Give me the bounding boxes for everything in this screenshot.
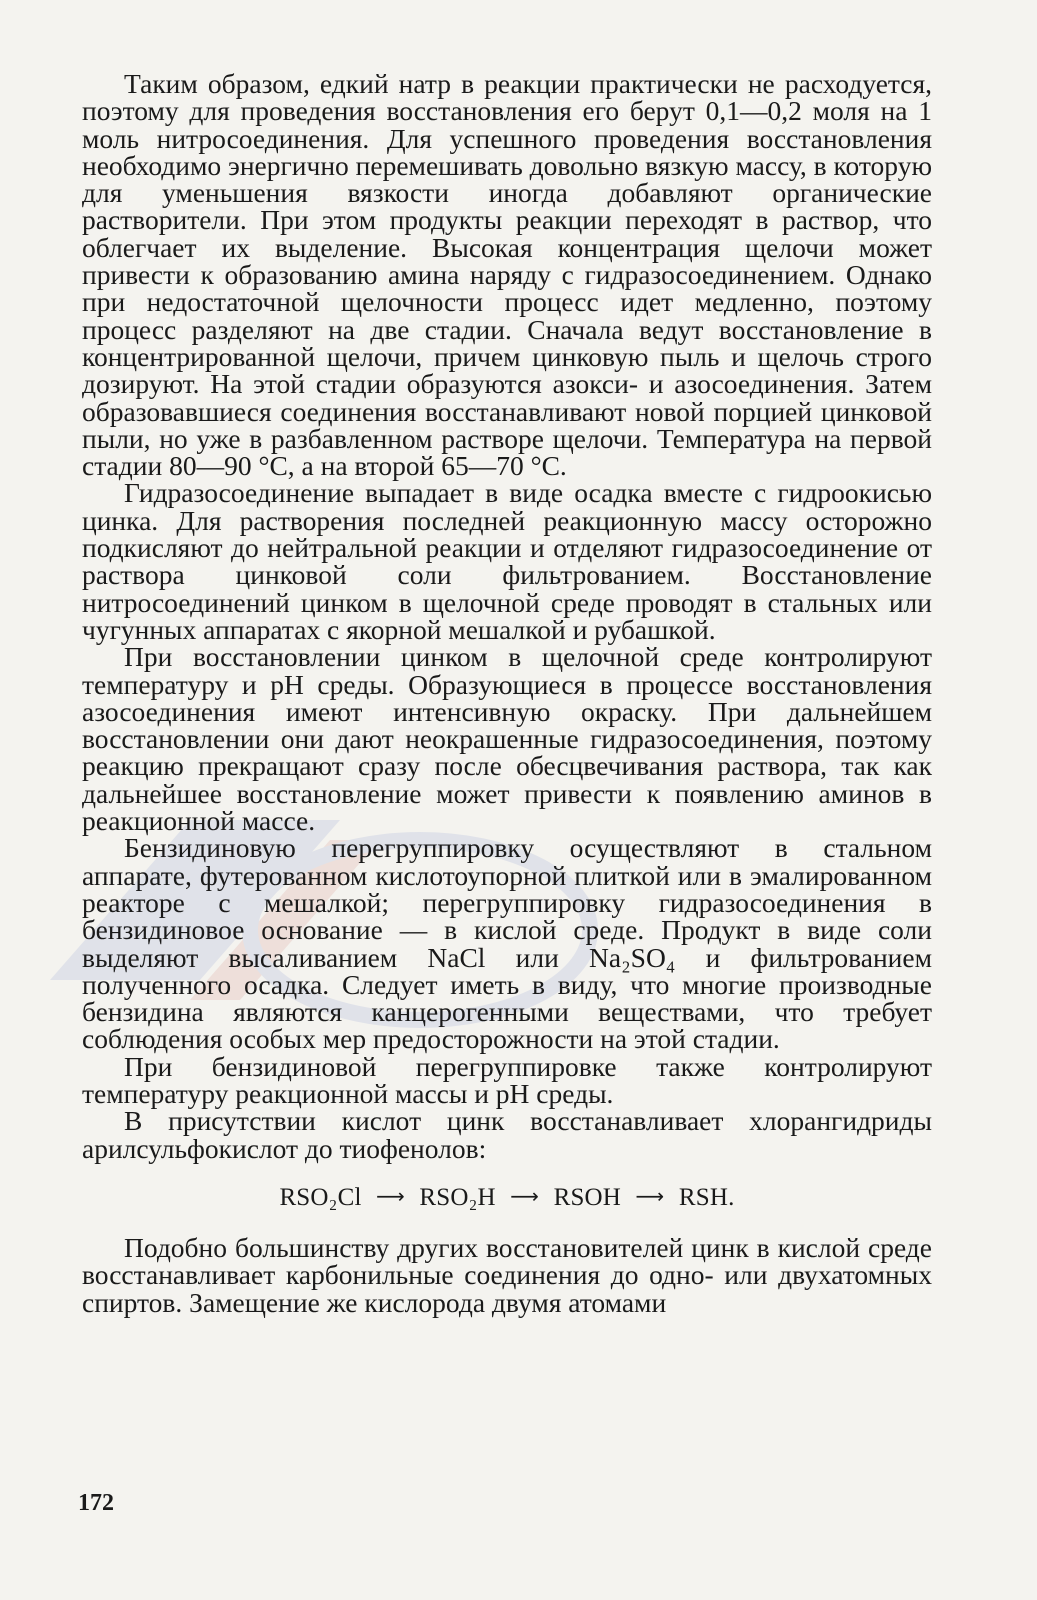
arrow-icon: ⟶ bbox=[376, 1183, 405, 1208]
page-number: 172 bbox=[78, 1490, 114, 1516]
arrow-icon: ⟶ bbox=[635, 1183, 665, 1208]
paragraph-4: Бензидиновую перегруппировку осуществляют в стальном аппарате, футерованном кислотоупорной плиткой или в эмалированном реакторе с мешалкой; перегруппировку гидразосоединения в бензидиновое основание — в кислой среде. Продукт в виде соли выделяют высаливанием NaCl или Na₂SO₄ и фильтрованием полученного осадка. Следует иметь в виду, что многие производные бензидина являются канцерогенными веществами, что требует соблюдения особых мер предосторожности на этой стадии. bbox=[82, 832, 932, 1055]
paragraph-3: При восстановлении цинком в щелочной среде контролируют температуру и pH среды. Образующиеся в процессе восстановления азосоединения имеют интенсивную окраску. При дальнейшем восстановлении они дают неокрашенные гидразосоединения, поэтому реакцию прекращают сразу после обесцвечивания раствора, так как дальнейшее восстановление может привести к появлению аминов в реакционной массе. bbox=[82, 641, 932, 837]
paragraph-2: Гидразосоединение выпадает в виде осадка вместе с гидроокисью цинка. Для растворения последней реакционную массу осторожно подкисляют до нейтральной реакции и отделяют гидразосоединение от раствора цинковой соли фильтрованием. Восстановление нитросоединений цинком в щелочной среде проводят в стальных или чугунных аппаратах с якорной мешалкой и рубашкой. bbox=[82, 477, 932, 645]
arrow-icon: ⟶ bbox=[510, 1183, 540, 1208]
paragraph-1: Таким образом, едкий натр в реакции практически не расходуется, поэтому для проведения восстановления его берут 0,1—0,2 моля на 1 моль нитросоединения. Для успешного проведения восстановления необходимо энергично перемешивать довольно вязкую массу, в которую для уменьшения вязкости иногда добавляют органические растворители. При этом продукты реакции переходят в раствор, что облегчает их выделение. Высокая концентрация щелочи может привести к образованию амина наряду с гидразосоединением. Однако при недостаточной щелочности процесс идет медленно, поэтому процесс разделяют на две стадии. Сначала ведут восстановление в концентрированной щелочи, причем цинковую пыль и щелочь строго дозируют. На этой стадии образуются азокси- и азосоединения. Затем образовавшиеся соединения восстанавливают новой порцией цинковой пыли, но уже в разбавленном растворе щелочи. Температура на первой стадии 80—90 °C, а на второй 65—70 °C. bbox=[82, 68, 932, 482]
equation-term-2: RSO₂H bbox=[419, 1183, 496, 1211]
equation-term-3: RSOH bbox=[553, 1183, 622, 1211]
reaction-equation bbox=[82, 1184, 932, 1212]
paragraph-5: При бензидиновой перегруппировке также контролируют температуру реакционной массы и pH среды. bbox=[82, 1050, 932, 1109]
equation-term-4: RSH. bbox=[678, 1183, 735, 1211]
equation-term-1: RSO₂Cl bbox=[279, 1183, 362, 1211]
paragraph-6: В присутствии кислот цинк восстанавливает хлорангидриды арилсульфокислот до тиофенолов: bbox=[82, 1105, 932, 1164]
paragraph-closing: Подобно большинству других восстановителей цинк в кислой среде восстанавливает карбонильные соединения до одно- или двухатомных спиртов. Замещение же кислорода двумя атомами bbox=[82, 1232, 932, 1318]
page-body bbox=[82, 70, 932, 1316]
